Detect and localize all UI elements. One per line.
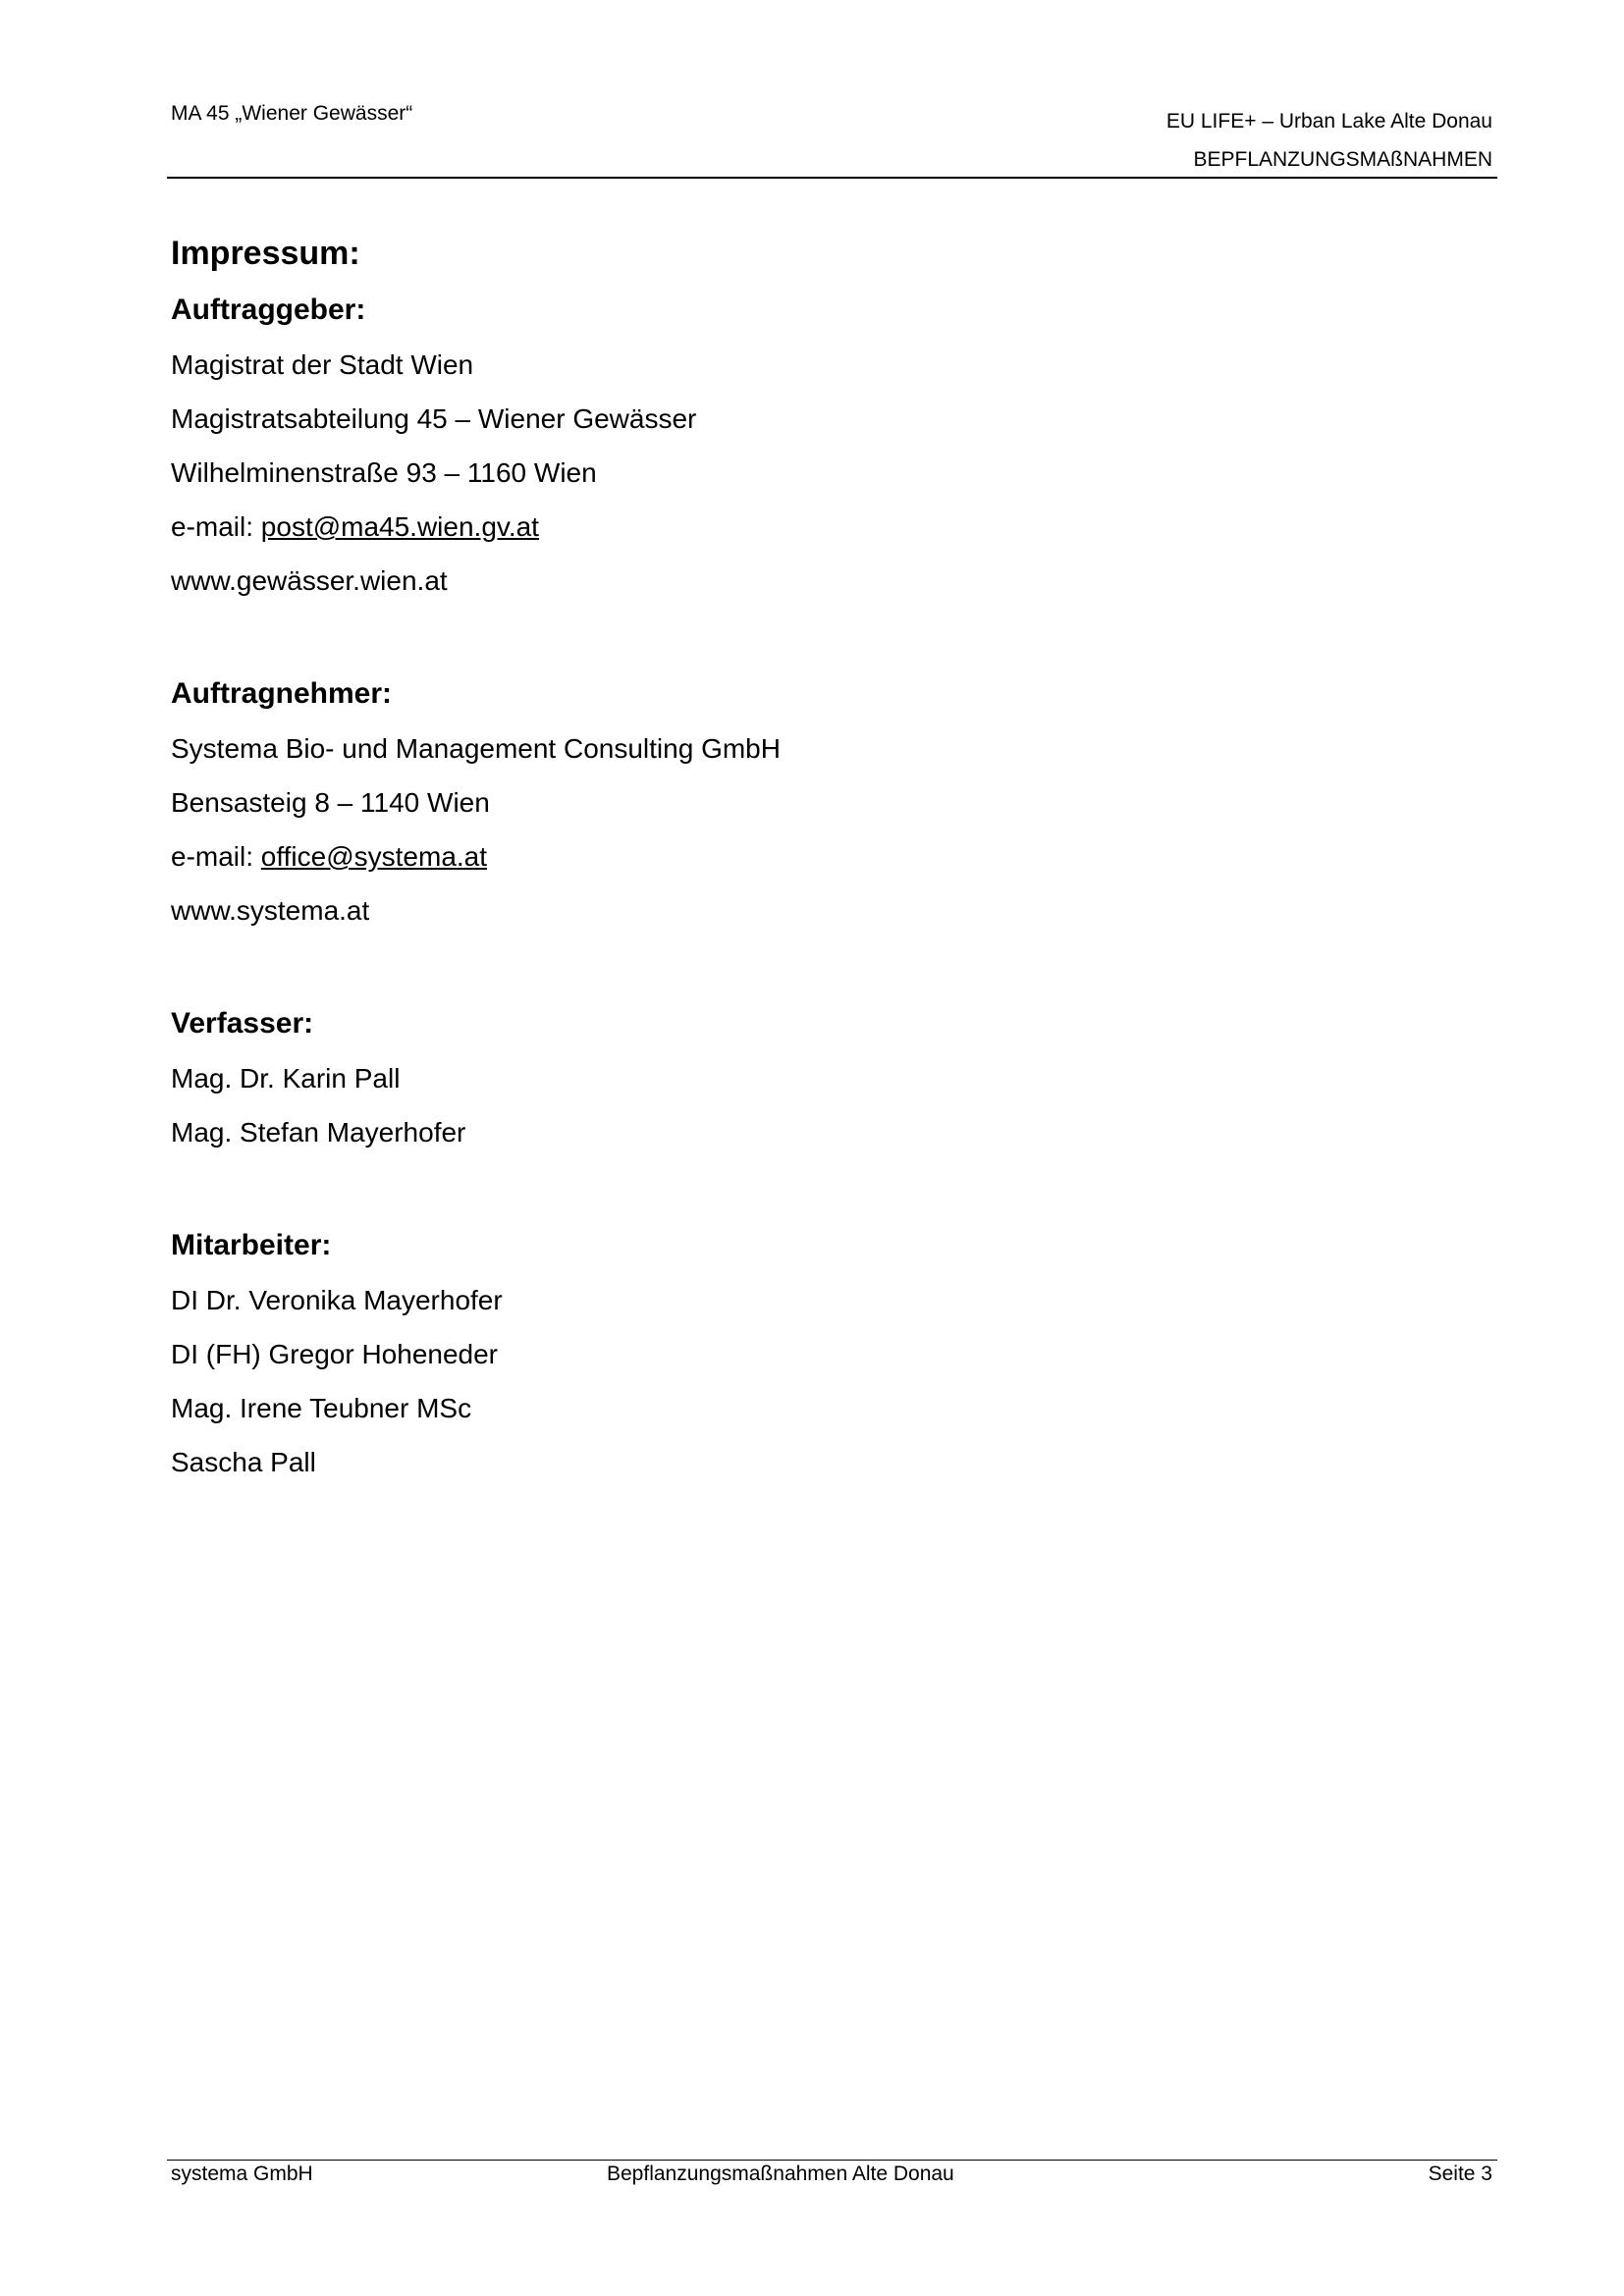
- page-title: Impressum:: [171, 235, 360, 272]
- auftragnehmer-website: www.systema.at: [171, 895, 370, 926]
- auftraggeber-website: www.gewässer.wien.at: [171, 565, 448, 596]
- footer-document-title: Bepflanzungsmaßnahmen Alte Donau: [607, 2163, 954, 2185]
- footer-company: systema GmbH: [171, 2163, 313, 2185]
- mitarbeiter-name: Mag. Irene Teubner MSc: [171, 1393, 472, 1423]
- footer-divider: [167, 2160, 1497, 2161]
- auftragnehmer-email-link[interactable]: office@systema.at: [260, 841, 488, 872]
- header-section-title: BEPFLANZUNGSMAßNAHMEN: [1193, 148, 1492, 171]
- auftraggeber-email-row: [171, 500, 1447, 554]
- document-body: [171, 224, 1447, 1489]
- auftraggeber-line: Magistrat der Stadt Wien: [171, 349, 474, 380]
- auftragnehmer-line: Bensasteig 8 – 1140 Wien: [171, 787, 490, 818]
- mitarbeiter-name: DI (FH) Gregor Hoheneder: [171, 1339, 499, 1369]
- auftraggeber-line: Wilhelminenstraße 93 – 1160 Wien: [171, 457, 597, 488]
- page-number: Seite 3: [1428, 2163, 1492, 2185]
- header-project-title: EU LIFE+ – Urban Lake Alte Donau: [1165, 110, 1492, 133]
- auftragnehmer-line: Systema Bio- und Management Consulting GmbH: [171, 733, 781, 764]
- verfasser-name: Mag. Dr. Karin Pall: [171, 1063, 401, 1094]
- header-divider: [167, 177, 1497, 179]
- auftraggeber-line: Magistratsabteilung 45 – Wiener Gewässer: [171, 403, 697, 434]
- verfasser-heading: Verfasser:: [171, 1007, 314, 1040]
- header-organization: MA 45 „Wiener Gewässer“: [171, 102, 413, 125]
- auftraggeber-heading: Auftraggeber:: [171, 294, 366, 326]
- auftragnehmer-heading: Auftragnehmer:: [171, 677, 393, 710]
- mitarbeiter-name: DI Dr. Veronika Mayerhofer: [171, 1285, 503, 1315]
- header-project: [1166, 102, 1492, 179]
- mitarbeiter-name: Sascha Pall: [171, 1447, 316, 1477]
- auftraggeber-email-link[interactable]: post@ma45.wien.gv.at: [260, 511, 539, 542]
- auftragnehmer-email-row: [171, 829, 1447, 883]
- email-label: e-mail:: [171, 841, 261, 872]
- mitarbeiter-heading: Mitarbeiter:: [171, 1229, 332, 1261]
- verfasser-name: Mag. Stefan Mayerhofer: [171, 1117, 466, 1148]
- email-label: e-mail:: [171, 511, 261, 542]
